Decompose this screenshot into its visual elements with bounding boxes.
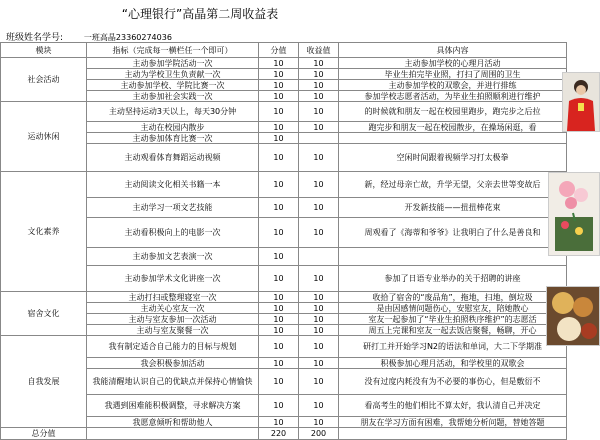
col-module-header: 模块 [1, 43, 87, 58]
value-cell: 10 [299, 266, 339, 292]
indicator-cell: 主动为学校卫生负责献一次 [87, 69, 259, 80]
content-cell: 收拾了宿舍的“废品角”，拖地，扫地，倒垃圾 [339, 292, 567, 303]
content-cell: 是由因感情问题伤心，安慰室友，陪她散心 [339, 303, 567, 314]
total-score: 220 [259, 428, 299, 440]
score-cell: 10 [259, 144, 299, 172]
score-cell: 10 [259, 395, 299, 417]
score-cell: 10 [259, 292, 299, 303]
table-row [1, 292, 567, 303]
indicator-cell: 主动参加体育比赛一次 [87, 133, 259, 144]
score-cell: 10 [259, 336, 299, 358]
total-empty [87, 428, 259, 440]
value-cell: 10 [299, 336, 339, 358]
table-row [1, 336, 567, 358]
indicator-cell: 我愿意倾听和帮助他人 [87, 417, 259, 428]
sheet-title: “心理银行”高晶第二周收益表 [121, 7, 279, 21]
value-cell: 10 [299, 91, 339, 102]
indicator-cell: 主动打扫或整理寝室一次 [87, 292, 259, 303]
value-cell: 10 [299, 218, 339, 248]
value-cell: 10 [299, 395, 339, 417]
value-cell: 10 [299, 144, 339, 172]
content-cell [339, 248, 567, 266]
content-cell: 毕业生拍完毕业照，打扫了周围的卫生 [339, 69, 567, 80]
col-score-header: 分值 [259, 43, 299, 58]
score-cell: 10 [259, 172, 299, 198]
score-cell: 10 [259, 133, 299, 144]
module-cell: 宿舍文化 [1, 292, 87, 336]
score-cell: 10 [259, 91, 299, 102]
total-row [1, 428, 567, 440]
value-cell: 10 [299, 303, 339, 314]
content-cell: 周五上完课和室友一起去饭店聚餐，畅聊，开心 [339, 325, 567, 336]
score-cell: 10 [259, 198, 299, 218]
score-cell: 10 [259, 325, 299, 336]
value-cell: 10 [299, 198, 339, 218]
value-cell: 10 [299, 417, 339, 428]
content-cell: 参加学校志愿者活动，为毕业生拍照顺利进行维护 [339, 91, 567, 102]
score-cell: 10 [259, 80, 299, 91]
indicator-cell: 主动与室友聚餐一次 [87, 325, 259, 336]
indicator-cell: 主动在校园内散步 [87, 122, 259, 133]
value-cell: 10 [299, 358, 339, 369]
value-cell: 10 [299, 292, 339, 303]
indicator-cell: 主动观看体育舞蹈运动视频 [87, 144, 259, 172]
indicator-cell: 主动参加学术文化讲座一次 [87, 266, 259, 292]
col-indicator-header: 指标（完成每一横栏任一个即可） [87, 43, 259, 58]
value-cell [299, 248, 339, 266]
content-cell: 主动参加学校的心理月活动 [339, 58, 567, 69]
content-cell: 室友一起参加了“毕业生拍照秩序维护”的志愿活 [339, 314, 567, 325]
content-cell: 新，经过母亲亡故，升学无望，父亲去世等变故后 [339, 172, 567, 198]
score-cell: 10 [259, 122, 299, 133]
indicator-cell: 主动参加学校、学院比赛一次 [87, 80, 259, 91]
content-cell: 没有过度内耗没有为不必要的事伤心，但是敷衍不 [339, 369, 567, 395]
total-value: 200 [299, 428, 339, 440]
table-row [1, 102, 567, 122]
content-cell: 周观看了《海蒂和爷爷》让我明白了什么是善良和 [339, 218, 567, 248]
content-cell: 研打工并开始学习N2的语法和单词，大二下学期准 [339, 336, 567, 358]
module-cell: 社会活动 [1, 58, 87, 102]
content-cell: 主动参加学校的双歌会，并进行排练 [339, 80, 567, 91]
content-cell: 跑完步和朋友一起在校园散步，在操场闲逛，看 [339, 122, 567, 133]
content-cell: 的时候就和朋友一起在校园里跑步，跑完步之后拉 [339, 102, 567, 122]
indicator-cell: 主动关心室友一次 [87, 303, 259, 314]
indicator-cell: 主动坚持运动3天以上，每天30分钟 [87, 102, 259, 122]
col-value-header: 收益值 [299, 43, 339, 58]
value-cell: 10 [299, 122, 339, 133]
indicator-cell: 我能清醒地认识自己的优缺点并保持心情愉快 [87, 369, 259, 395]
content-cell: 积极参加心理月活动，和学校里的双歌会 [339, 358, 567, 369]
score-cell: 10 [259, 303, 299, 314]
score-cell: 10 [259, 102, 299, 122]
value-cell: 10 [299, 69, 339, 80]
value-cell: 10 [299, 314, 339, 325]
content-cell [339, 133, 567, 144]
content-cell: 参加了日语专业举办的关于招聘的讲座 [339, 266, 567, 292]
score-cell: 10 [259, 266, 299, 292]
table-row [1, 172, 567, 198]
value-cell: 10 [299, 58, 339, 69]
module-cell: 文化素养 [1, 172, 87, 292]
module-cell: 自我发展 [1, 336, 87, 428]
value-cell: 10 [299, 102, 339, 122]
table-row [1, 58, 567, 69]
content-cell: 朋友在学习方面有困难，我帮她分析问题，替她答题 [339, 417, 567, 428]
value-cell: 10 [299, 369, 339, 395]
score-cell: 10 [259, 69, 299, 80]
score-cell: 10 [259, 58, 299, 69]
content-cell: 空闲时间跟着视频学习打太极拳 [339, 144, 567, 172]
indicator-cell: 主动看积极向上的电影一次 [87, 218, 259, 248]
indicator-cell: 我有制定适合自己能力的目标与规划 [87, 336, 259, 358]
score-cell: 10 [259, 417, 299, 428]
content-cell: 看高考生的他们相比不算太好，我认清自己并决定 [339, 395, 567, 417]
student-value: 一班高晶23360274036 [83, 33, 172, 42]
value-cell [299, 133, 339, 144]
total-content [339, 428, 567, 440]
value-cell: 10 [299, 80, 339, 91]
student-label: 班级姓名学号: [6, 33, 64, 43]
indicator-cell: 我遇到困难能积极调整，寻求解决方案 [87, 395, 259, 417]
col-content-header: 具体内容 [339, 43, 567, 58]
score-cell: 10 [259, 248, 299, 266]
photo-flowers[interactable] [548, 172, 600, 256]
value-cell: 10 [299, 325, 339, 336]
value-cell: 10 [299, 172, 339, 198]
score-cell: 10 [259, 218, 299, 248]
score-cell: 10 [259, 314, 299, 325]
indicator-cell: 主动与室友参加一次活动 [87, 314, 259, 325]
indicator-cell: 主动参加文艺表演一次 [87, 248, 259, 266]
content-cell: 开发新技能——扭扭棒花束 [339, 198, 567, 218]
indicator-cell: 主动参加社会实践一次 [87, 91, 259, 102]
indicator-cell: 主动参加学院活动一次 [87, 58, 259, 69]
indicator-cell: 主动学习一项文艺技能 [87, 198, 259, 218]
photo-volunteer[interactable] [562, 72, 600, 132]
module-cell: 运动休闲 [1, 102, 87, 172]
indicator-cell: 主动阅读文化相关书籍一本 [87, 172, 259, 198]
photo-meal[interactable] [546, 286, 600, 346]
score-cell: 10 [259, 358, 299, 369]
income-table [0, 42, 567, 440]
header-row [1, 43, 567, 58]
indicator-cell: 我会积极参加活动 [87, 358, 259, 369]
score-cell: 10 [259, 369, 299, 395]
total-label: 总分值 [1, 428, 87, 440]
